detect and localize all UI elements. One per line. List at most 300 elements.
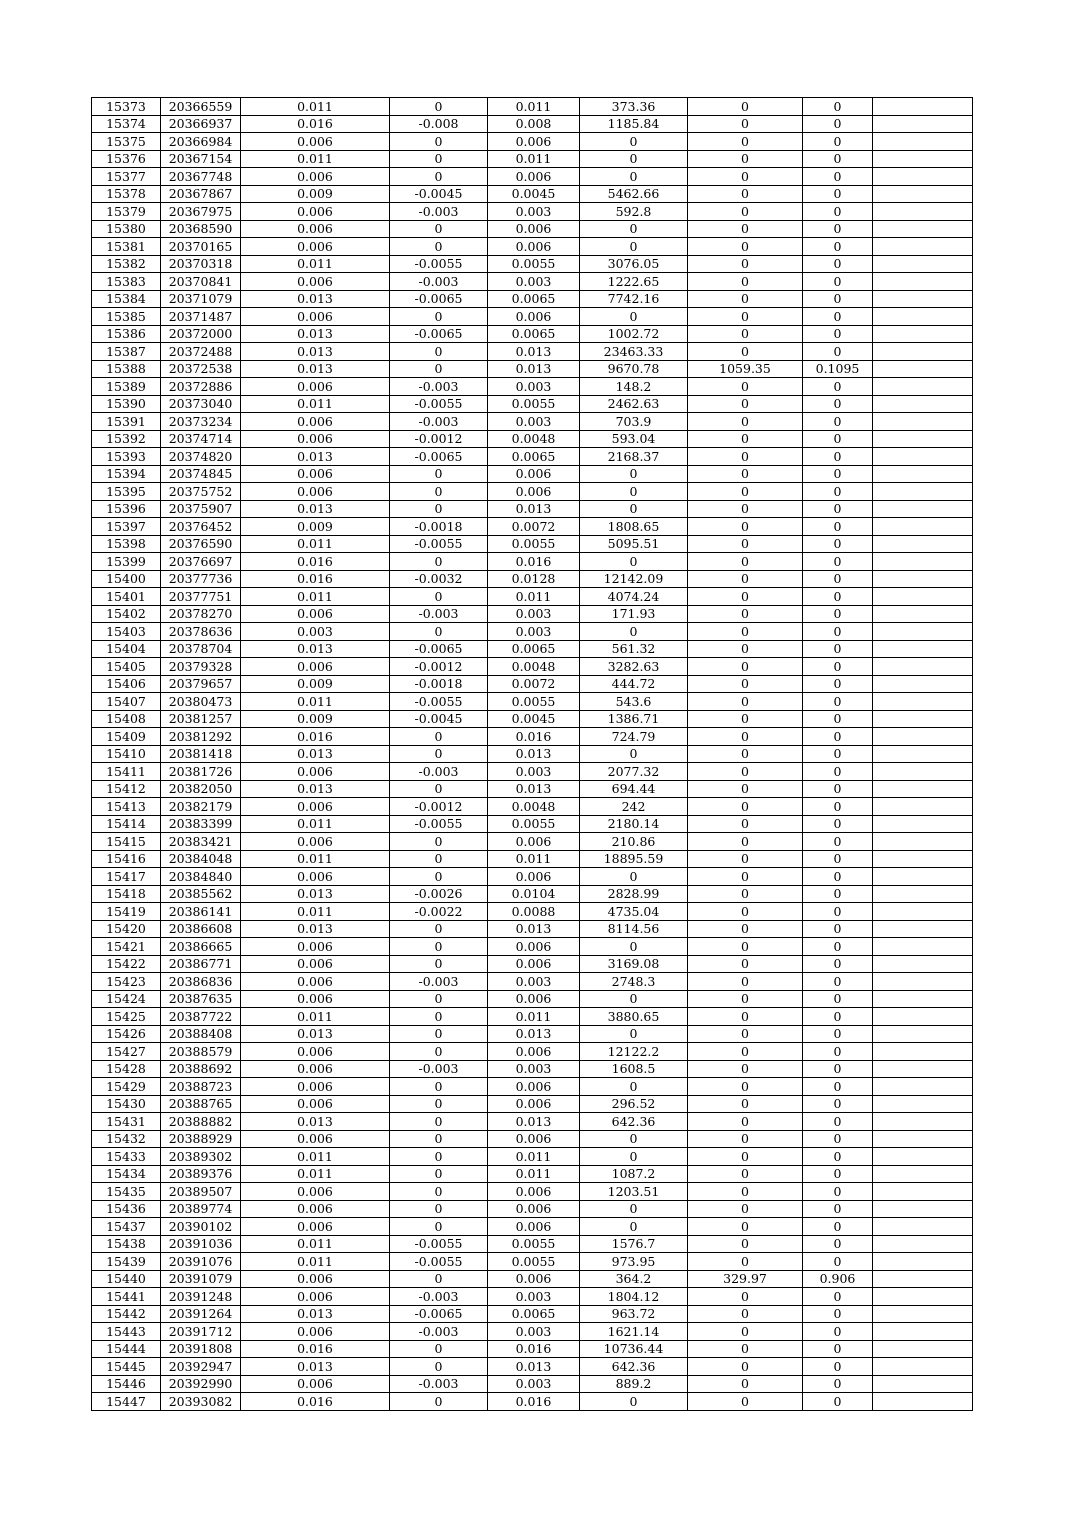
cell-record-id: 20391248 <box>161 1288 241 1306</box>
cell-ratio: 0 <box>803 640 873 658</box>
cell-record-id: 20383421 <box>161 833 241 851</box>
cell-blank <box>873 798 973 816</box>
cell-value-b: 0.013 <box>488 1358 580 1376</box>
cell-value-a: 0.013 <box>241 1025 390 1043</box>
cell-value-a: 0.011 <box>241 588 390 606</box>
cell-extra-amount: 0 <box>688 1130 803 1148</box>
cell-value-b: 0.006 <box>488 1043 580 1061</box>
cell-extra-amount: 0 <box>688 780 803 798</box>
cell-value-a: 0.011 <box>241 850 390 868</box>
cell-record-id: 20370165 <box>161 238 241 256</box>
cell-row-index: 15404 <box>92 640 161 658</box>
cell-adjustment: 0 <box>390 623 488 641</box>
cell-value-a: 0.006 <box>241 658 390 676</box>
cell-value-b: 0.0072 <box>488 675 580 693</box>
cell-extra-amount: 0 <box>688 1375 803 1393</box>
table-row <box>92 780 973 798</box>
cell-record-id: 20388723 <box>161 1078 241 1096</box>
cell-row-index: 15426 <box>92 1025 161 1043</box>
table-row <box>92 1183 973 1201</box>
cell-ratio: 0 <box>803 500 873 518</box>
table-row <box>92 763 973 781</box>
cell-adjustment: -0.003 <box>390 1060 488 1078</box>
cell-value-b: 0.013 <box>488 745 580 763</box>
cell-ratio: 0 <box>803 1253 873 1271</box>
cell-extra-amount: 0 <box>688 938 803 956</box>
cell-amount: 0 <box>580 1393 688 1411</box>
cell-adjustment: 0 <box>390 360 488 378</box>
table-row <box>92 378 973 396</box>
cell-adjustment: 0 <box>390 1113 488 1131</box>
cell-record-id: 20386665 <box>161 938 241 956</box>
cell-amount: 0 <box>580 168 688 186</box>
cell-row-index: 15373 <box>92 98 161 116</box>
cell-blank <box>873 1200 973 1218</box>
cell-value-a: 0.006 <box>241 938 390 956</box>
table-row <box>92 675 973 693</box>
cell-ratio: 0 <box>803 850 873 868</box>
cell-row-index: 15391 <box>92 413 161 431</box>
cell-blank <box>873 1130 973 1148</box>
cell-ratio: 0 <box>803 1340 873 1358</box>
cell-row-index: 15383 <box>92 273 161 291</box>
cell-amount: 1087.2 <box>580 1165 688 1183</box>
cell-blank <box>873 290 973 308</box>
table-row <box>92 938 973 956</box>
cell-amount: 1203.51 <box>580 1183 688 1201</box>
cell-amount: 1222.65 <box>580 273 688 291</box>
cell-blank <box>873 98 973 116</box>
cell-row-index: 15445 <box>92 1358 161 1376</box>
table-row <box>92 203 973 221</box>
cell-value-a: 0.006 <box>241 833 390 851</box>
cell-row-index: 15393 <box>92 448 161 466</box>
cell-adjustment: 0 <box>390 833 488 851</box>
cell-row-index: 15435 <box>92 1183 161 1201</box>
table-row <box>92 430 973 448</box>
cell-value-b: 0.0048 <box>488 430 580 448</box>
cell-extra-amount: 0 <box>688 1095 803 1113</box>
cell-value-a: 0.011 <box>241 1008 390 1026</box>
cell-blank <box>873 1025 973 1043</box>
cell-row-index: 15387 <box>92 343 161 361</box>
table-row <box>92 98 973 116</box>
cell-ratio: 0 <box>803 343 873 361</box>
cell-adjustment: 0 <box>390 955 488 973</box>
cell-amount: 9670.78 <box>580 360 688 378</box>
cell-blank <box>873 1095 973 1113</box>
cell-amount: 5462.66 <box>580 185 688 203</box>
table-row <box>92 325 973 343</box>
cell-value-b: 0.0055 <box>488 535 580 553</box>
cell-adjustment: 0 <box>390 990 488 1008</box>
cell-row-index: 15436 <box>92 1200 161 1218</box>
cell-extra-amount: 0 <box>688 115 803 133</box>
cell-value-a: 0.006 <box>241 605 390 623</box>
cell-adjustment: 0 <box>390 483 488 501</box>
cell-ratio: 0 <box>803 1200 873 1218</box>
cell-value-a: 0.006 <box>241 483 390 501</box>
cell-amount: 561.32 <box>580 640 688 658</box>
cell-value-a: 0.013 <box>241 920 390 938</box>
cell-row-index: 15439 <box>92 1253 161 1271</box>
table-row <box>92 833 973 851</box>
table-row <box>92 815 973 833</box>
cell-blank <box>873 1288 973 1306</box>
cell-extra-amount: 0 <box>688 710 803 728</box>
cell-blank <box>873 553 973 571</box>
cell-ratio: 0 <box>803 605 873 623</box>
cell-ratio: 0 <box>803 763 873 781</box>
table-row <box>92 1393 973 1411</box>
table-row <box>92 1060 973 1078</box>
cell-record-id: 20374820 <box>161 448 241 466</box>
cell-value-b: 0.0065 <box>488 448 580 466</box>
cell-ratio: 0 <box>803 1183 873 1201</box>
cell-value-b: 0.0065 <box>488 290 580 308</box>
cell-extra-amount: 0 <box>688 1043 803 1061</box>
cell-adjustment: 0 <box>390 1130 488 1148</box>
cell-row-index: 15406 <box>92 675 161 693</box>
cell-extra-amount: 0 <box>688 168 803 186</box>
cell-amount: 642.36 <box>580 1113 688 1131</box>
cell-value-a: 0.011 <box>241 1235 390 1253</box>
cell-ratio: 0 <box>803 938 873 956</box>
cell-extra-amount: 0 <box>688 833 803 851</box>
cell-record-id: 20372000 <box>161 325 241 343</box>
table-row <box>92 185 973 203</box>
cell-row-index: 15412 <box>92 780 161 798</box>
cell-extra-amount: 0 <box>688 448 803 466</box>
cell-value-a: 0.016 <box>241 1340 390 1358</box>
cell-value-b: 0.0055 <box>488 1253 580 1271</box>
cell-extra-amount: 0 <box>688 745 803 763</box>
cell-blank <box>873 938 973 956</box>
table-row <box>92 1165 973 1183</box>
cell-ratio: 0 <box>803 903 873 921</box>
table-row <box>92 1130 973 1148</box>
cell-adjustment: -0.0055 <box>390 815 488 833</box>
cell-adjustment: 0 <box>390 1200 488 1218</box>
cell-record-id: 20384840 <box>161 868 241 886</box>
cell-value-a: 0.006 <box>241 1130 390 1148</box>
cell-adjustment: 0 <box>390 553 488 571</box>
cell-record-id: 20392947 <box>161 1358 241 1376</box>
cell-extra-amount: 0 <box>688 500 803 518</box>
cell-record-id: 20378636 <box>161 623 241 641</box>
data-table <box>91 97 973 1411</box>
cell-ratio: 0 <box>803 395 873 413</box>
cell-extra-amount: 0 <box>688 763 803 781</box>
cell-row-index: 15400 <box>92 570 161 588</box>
table-row <box>92 710 973 728</box>
cell-extra-amount: 0 <box>688 238 803 256</box>
cell-value-b: 0.003 <box>488 378 580 396</box>
cell-value-a: 0.016 <box>241 553 390 571</box>
cell-adjustment: -0.003 <box>390 1323 488 1341</box>
table-row <box>92 1200 973 1218</box>
cell-record-id: 20370841 <box>161 273 241 291</box>
table-row <box>92 1358 973 1376</box>
cell-adjustment: 0 <box>390 920 488 938</box>
cell-value-b: 0.013 <box>488 500 580 518</box>
cell-extra-amount: 0 <box>688 325 803 343</box>
cell-value-b: 0.006 <box>488 168 580 186</box>
cell-ratio: 0 <box>803 1375 873 1393</box>
cell-record-id: 20377751 <box>161 588 241 606</box>
table-body <box>92 98 973 1411</box>
cell-blank <box>873 903 973 921</box>
cell-row-index: 15421 <box>92 938 161 956</box>
cell-blank <box>873 1113 973 1131</box>
cell-row-index: 15416 <box>92 850 161 868</box>
cell-adjustment: 0 <box>390 500 488 518</box>
cell-blank <box>873 763 973 781</box>
cell-record-id: 20391079 <box>161 1270 241 1288</box>
cell-extra-amount: 0 <box>688 798 803 816</box>
cell-row-index: 15394 <box>92 465 161 483</box>
cell-adjustment: 0 <box>390 1358 488 1376</box>
cell-row-index: 15390 <box>92 395 161 413</box>
cell-value-b: 0.003 <box>488 1288 580 1306</box>
cell-amount: 0 <box>580 483 688 501</box>
cell-blank <box>873 1165 973 1183</box>
cell-adjustment: 0 <box>390 1165 488 1183</box>
cell-record-id: 20367154 <box>161 150 241 168</box>
cell-amount: 0 <box>580 133 688 151</box>
cell-adjustment: 0 <box>390 850 488 868</box>
cell-row-index: 15375 <box>92 133 161 151</box>
cell-record-id: 20381418 <box>161 745 241 763</box>
cell-ratio: 0 <box>803 1323 873 1341</box>
cell-record-id: 20370318 <box>161 255 241 273</box>
cell-value-a: 0.006 <box>241 203 390 221</box>
cell-adjustment: 0 <box>390 1340 488 1358</box>
cell-adjustment: -0.0055 <box>390 255 488 273</box>
cell-row-index: 15378 <box>92 185 161 203</box>
cell-ratio: 0 <box>803 920 873 938</box>
cell-value-a: 0.011 <box>241 255 390 273</box>
cell-ratio: 0 <box>803 973 873 991</box>
cell-record-id: 20389507 <box>161 1183 241 1201</box>
cell-row-index: 15380 <box>92 220 161 238</box>
cell-blank <box>873 343 973 361</box>
cell-value-b: 0.006 <box>488 133 580 151</box>
cell-value-b: 0.0055 <box>488 815 580 833</box>
cell-ratio: 0 <box>803 693 873 711</box>
cell-record-id: 20387635 <box>161 990 241 1008</box>
cell-adjustment: 0 <box>390 728 488 746</box>
cell-adjustment: -0.003 <box>390 413 488 431</box>
cell-amount: 3282.63 <box>580 658 688 676</box>
cell-value-a: 0.006 <box>241 973 390 991</box>
cell-record-id: 20382050 <box>161 780 241 798</box>
cell-adjustment: 0 <box>390 938 488 956</box>
cell-value-b: 0.013 <box>488 780 580 798</box>
cell-amount: 0 <box>580 500 688 518</box>
cell-amount: 4735.04 <box>580 903 688 921</box>
cell-row-index: 15438 <box>92 1235 161 1253</box>
cell-record-id: 20387722 <box>161 1008 241 1026</box>
cell-extra-amount: 0 <box>688 588 803 606</box>
cell-value-a: 0.009 <box>241 518 390 536</box>
cell-amount: 364.2 <box>580 1270 688 1288</box>
cell-adjustment: 0 <box>390 98 488 116</box>
table-row <box>92 973 973 991</box>
cell-extra-amount: 0 <box>688 413 803 431</box>
cell-adjustment: 0 <box>390 1148 488 1166</box>
cell-record-id: 20373040 <box>161 395 241 413</box>
cell-record-id: 20389376 <box>161 1165 241 1183</box>
cell-blank <box>873 885 973 903</box>
cell-value-a: 0.011 <box>241 150 390 168</box>
cell-value-a: 0.006 <box>241 220 390 238</box>
cell-record-id: 20381257 <box>161 710 241 728</box>
cell-value-b: 0.016 <box>488 1340 580 1358</box>
cell-value-a: 0.011 <box>241 693 390 711</box>
cell-extra-amount: 0 <box>688 640 803 658</box>
cell-adjustment: -0.0055 <box>390 1253 488 1271</box>
cell-value-b: 0.006 <box>488 1130 580 1148</box>
cell-amount: 0 <box>580 1200 688 1218</box>
cell-adjustment: -0.0018 <box>390 518 488 536</box>
cell-amount: 889.2 <box>580 1375 688 1393</box>
cell-extra-amount: 0 <box>688 1288 803 1306</box>
cell-extra-amount: 0 <box>688 623 803 641</box>
cell-ratio: 0 <box>803 780 873 798</box>
cell-row-index: 15381 <box>92 238 161 256</box>
cell-value-b: 0.0045 <box>488 710 580 728</box>
cell-record-id: 20388408 <box>161 1025 241 1043</box>
table-row <box>92 728 973 746</box>
table-row <box>92 588 973 606</box>
cell-record-id: 20391036 <box>161 1235 241 1253</box>
cell-value-a: 0.009 <box>241 675 390 693</box>
cell-ratio: 0 <box>803 273 873 291</box>
cell-value-a: 0.009 <box>241 185 390 203</box>
cell-value-a: 0.006 <box>241 273 390 291</box>
cell-adjustment: -0.0065 <box>390 448 488 466</box>
cell-value-a: 0.013 <box>241 780 390 798</box>
cell-blank <box>873 623 973 641</box>
cell-record-id: 20379657 <box>161 675 241 693</box>
cell-record-id: 20381726 <box>161 763 241 781</box>
cell-ratio: 0 <box>803 885 873 903</box>
cell-amount: 0 <box>580 1218 688 1236</box>
cell-record-id: 20390102 <box>161 1218 241 1236</box>
cell-blank <box>873 168 973 186</box>
cell-amount: 2180.14 <box>580 815 688 833</box>
cell-value-b: 0.003 <box>488 973 580 991</box>
cell-blank <box>873 150 973 168</box>
cell-record-id: 20372538 <box>161 360 241 378</box>
cell-amount: 0 <box>580 745 688 763</box>
table-row <box>92 1078 973 1096</box>
cell-amount: 5095.51 <box>580 535 688 553</box>
table-row <box>92 150 973 168</box>
cell-blank <box>873 308 973 326</box>
cell-blank <box>873 1008 973 1026</box>
cell-record-id: 20366559 <box>161 98 241 116</box>
cell-extra-amount: 0 <box>688 658 803 676</box>
cell-extra-amount: 0 <box>688 1008 803 1026</box>
cell-record-id: 20393082 <box>161 1393 241 1411</box>
cell-ratio: 0 <box>803 325 873 343</box>
cell-row-index: 15437 <box>92 1218 161 1236</box>
cell-adjustment: -0.0045 <box>390 185 488 203</box>
cell-value-b: 0.013 <box>488 360 580 378</box>
cell-amount: 1804.12 <box>580 1288 688 1306</box>
cell-adjustment: -0.0026 <box>390 885 488 903</box>
cell-value-b: 0.003 <box>488 273 580 291</box>
cell-value-b: 0.016 <box>488 553 580 571</box>
cell-value-b: 0.0104 <box>488 885 580 903</box>
cell-record-id: 20381292 <box>161 728 241 746</box>
cell-value-b: 0.006 <box>488 833 580 851</box>
cell-adjustment: -0.0012 <box>390 798 488 816</box>
cell-row-index: 15430 <box>92 1095 161 1113</box>
cell-ratio: 0 <box>803 1358 873 1376</box>
cell-record-id: 20376590 <box>161 535 241 553</box>
table-row <box>92 920 973 938</box>
cell-blank <box>873 1183 973 1201</box>
cell-record-id: 20371487 <box>161 308 241 326</box>
cell-ratio: 0 <box>803 553 873 571</box>
table-row <box>92 413 973 431</box>
cell-row-index: 15433 <box>92 1148 161 1166</box>
cell-blank <box>873 1323 973 1341</box>
cell-amount: 148.2 <box>580 378 688 396</box>
cell-extra-amount: 0 <box>688 1148 803 1166</box>
cell-row-index: 15424 <box>92 990 161 1008</box>
table-row <box>92 1113 973 1131</box>
cell-adjustment: 0 <box>390 1270 488 1288</box>
cell-ratio: 0 <box>803 1305 873 1323</box>
cell-amount: 0 <box>580 150 688 168</box>
cell-blank <box>873 1305 973 1323</box>
cell-blank <box>873 815 973 833</box>
table-row <box>92 273 973 291</box>
cell-record-id: 20367748 <box>161 168 241 186</box>
cell-value-a: 0.013 <box>241 1358 390 1376</box>
cell-adjustment: -0.0065 <box>390 640 488 658</box>
cell-record-id: 20374845 <box>161 465 241 483</box>
cell-ratio: 0 <box>803 868 873 886</box>
cell-extra-amount: 0 <box>688 535 803 553</box>
cell-value-a: 0.006 <box>241 1095 390 1113</box>
cell-blank <box>873 1253 973 1271</box>
cell-value-a: 0.013 <box>241 290 390 308</box>
table-row <box>92 903 973 921</box>
cell-ratio: 0 <box>803 1130 873 1148</box>
cell-record-id: 20386771 <box>161 955 241 973</box>
cell-ratio: 0 <box>803 465 873 483</box>
cell-value-a: 0.013 <box>241 448 390 466</box>
cell-ratio: 0 <box>803 710 873 728</box>
cell-ratio: 0 <box>803 570 873 588</box>
cell-value-a: 0.013 <box>241 640 390 658</box>
cell-amount: 703.9 <box>580 413 688 431</box>
cell-blank <box>873 728 973 746</box>
cell-adjustment: -0.0055 <box>390 1235 488 1253</box>
cell-ratio: 0 <box>803 518 873 536</box>
cell-row-index: 15401 <box>92 588 161 606</box>
cell-amount: 210.86 <box>580 833 688 851</box>
cell-row-index: 15427 <box>92 1043 161 1061</box>
cell-adjustment: -0.0022 <box>390 903 488 921</box>
table-row <box>92 623 973 641</box>
cell-adjustment: 0 <box>390 343 488 361</box>
